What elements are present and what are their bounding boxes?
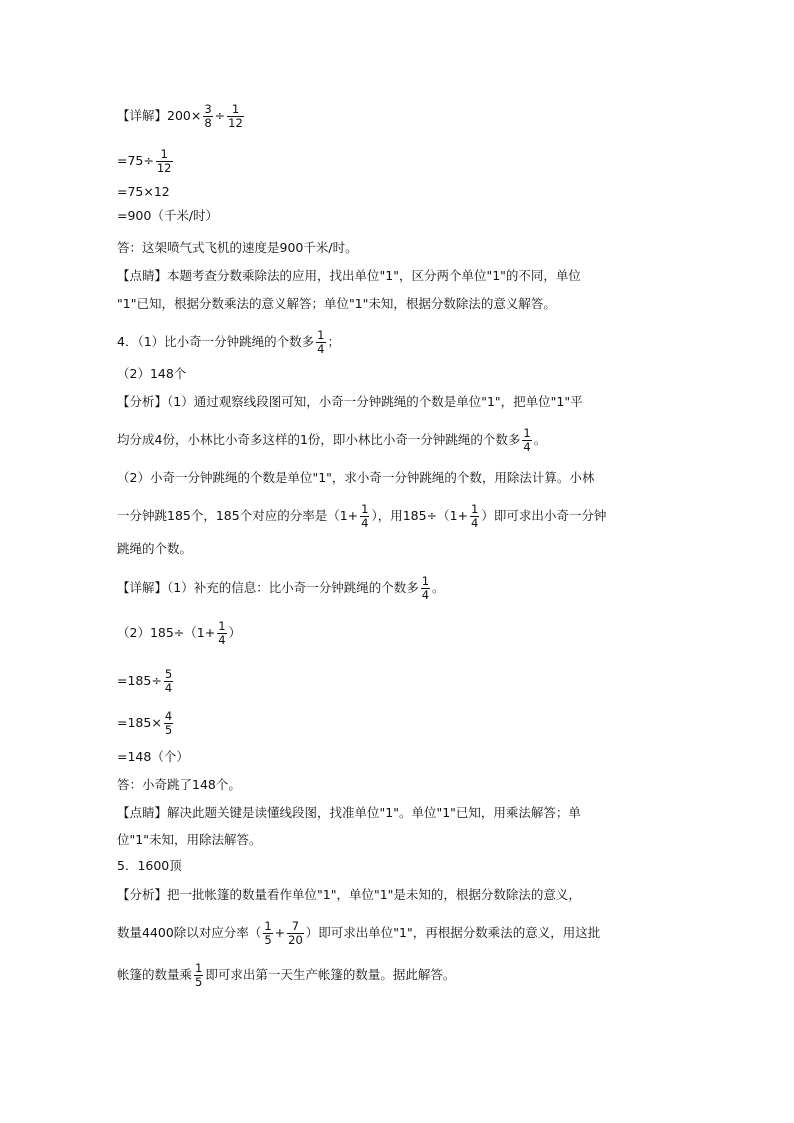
text-run: （2）148个 [117,366,187,381]
fraction-denominator: 12 [228,116,243,130]
text-run: 【详解】200× [117,108,202,123]
text-run: 。 [533,432,547,447]
fraction [421,575,430,602]
text-run: 【分析】把一批帐篷的数量看作单位"1"，单位"1"是未知的，根据分数除法的意义， [117,887,581,902]
fraction-numerator: 1 [421,574,430,588]
text-run: ； [327,334,341,349]
fraction [316,329,325,356]
fraction-denominator: 12 [156,161,172,175]
text-run: 【点睛】本题考查分数乘除法的应用，找出单位"1"，区分两个单位"1"的不同，单位 [117,268,581,283]
text-run: 即可求出第一天生产帐篷的数量。据此解答。 [205,967,456,982]
text-run: =185÷ [117,673,162,688]
fraction-denominator: 4 [471,516,479,530]
text-line [117,182,170,202]
text-run: ）即可求出小奇一分钟 [481,508,607,523]
text-run: 【详解】（1）补充的信息：比小奇一分钟跳绳的个数多 [117,580,419,595]
text-line [117,920,600,947]
fraction [470,503,479,530]
fraction-denominator: 5 [164,723,173,737]
text-run: 5．1600顶 [117,858,182,873]
text-line [117,668,175,695]
text-run: =148（个） [117,749,189,764]
text-line [117,329,340,356]
text-run: 【点睛】解决此题关键是读懂线段图，找准单位"1"。单位"1"已知，用乘法解答；单 [117,805,581,820]
text-line [117,294,556,314]
text-run: + [274,925,286,940]
fraction-denominator: 5 [195,975,203,989]
fraction-numerator: 1 [160,147,168,161]
text-line [117,747,189,767]
fraction-numerator: 4 [164,709,173,723]
fraction-denominator: 4 [523,440,531,454]
text-run: 跳绳的个数。 [117,541,193,556]
text-line [117,710,175,737]
text-line [117,392,583,412]
text-line [117,856,182,876]
fraction-numerator: 3 [204,102,212,116]
fraction-numerator: 1 [218,619,226,633]
text-run: "1"已知，根据分数乘法的意义解答；单位"1"未知，根据分数除法的意义解答。 [117,296,556,311]
fraction-denominator: 5 [264,933,272,947]
fraction-denominator: 4 [218,633,226,647]
text-run: =185× [117,715,162,730]
text-run: =75÷ [117,153,154,168]
fraction [263,920,272,947]
text-line [117,775,241,795]
fraction [164,710,173,737]
fraction [360,503,369,530]
fraction-numerator: 7 [291,919,300,933]
text-run: 4．（1）比小奇一分钟跳绳的个数多 [117,334,315,349]
text-run: ），用185÷（1+ [371,508,468,523]
fraction [194,962,203,989]
text-run: （2）185÷（1+ [117,625,216,640]
fraction-numerator: 1 [523,426,531,440]
fraction-denominator: 4 [164,681,173,695]
fraction-denominator: 8 [204,116,212,130]
fraction [164,668,173,695]
text-run: =75×12 [117,184,170,199]
text-run: 。 [432,580,445,595]
text-line [117,830,261,850]
text-line [117,148,175,175]
text-line [117,539,192,559]
fraction-numerator: 1 [471,502,479,516]
text-run: 一分钟跳185个，185个对应的分率是（1+ [117,508,359,523]
text-line [117,266,581,286]
text-line [117,206,218,226]
fraction-numerator: 1 [317,328,325,342]
fraction [217,620,226,647]
text-run: ）即可求出单位"1"，再根据分数乘法的意义，用这批 [305,925,601,940]
fraction-numerator: 1 [264,919,272,933]
fraction [203,103,212,130]
fraction-denominator: 4 [361,516,369,530]
text-run: 答：这架喷气式飞机的速度是900千米/时。 [117,240,358,255]
fraction [156,148,173,175]
text-line [117,962,455,989]
text-line [117,503,606,530]
text-line [117,364,186,384]
text-run: 答：小奇跳了148个。 [117,777,241,792]
text-run: 【分析】（1）通过观察线段图可知，小奇一分钟跳绳的个数是单位"1"，把单位"1"平 [117,394,583,409]
text-run: 均分成4份，小林比小奇多这样的1份，即小林比小奇一分钟跳绳的个数多 [117,432,521,447]
text-line [117,427,546,454]
text-line [117,575,445,602]
fraction-numerator: 5 [164,667,173,681]
fraction-denominator: 20 [288,933,303,947]
text-run: ÷ [214,108,226,123]
fraction-numerator: 1 [195,961,203,975]
fraction-numerator: 1 [361,502,369,516]
fraction-denominator: 4 [317,342,325,356]
text-line [117,238,358,258]
fraction-denominator: 4 [421,588,430,602]
text-run: ） [228,625,242,640]
text-line [117,468,594,488]
text-run: =900（千米/时） [117,208,219,223]
text-line [117,620,241,647]
text-line [117,103,246,130]
fraction [227,103,244,130]
fraction-numerator: 1 [231,102,240,116]
text-run: 数量4400除以对应分率（ [117,925,262,940]
text-run: （2）小奇一分钟跳绳的个数是单位"1"，求小奇一分钟跳绳的个数，用除法计算。小林 [117,470,595,485]
text-run: 帐篷的数量乘 [117,967,193,982]
text-line [117,803,581,823]
text-run: 位"1"未知，用除法解答。 [117,832,262,847]
text-line [117,885,581,905]
fraction [522,427,531,454]
fraction [287,920,304,947]
